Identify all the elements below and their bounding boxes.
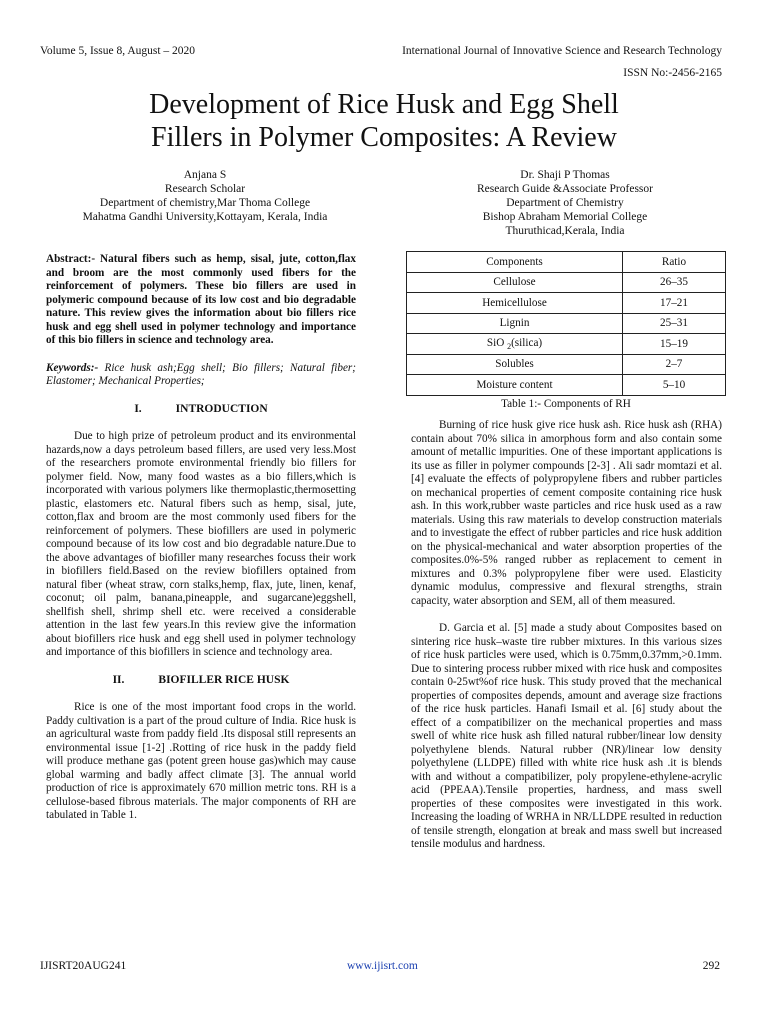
section-number: I.: [134, 402, 142, 415]
section-number: II.: [112, 673, 125, 686]
paper-title: [40, 88, 728, 154]
table-cell-component: Solubles: [407, 354, 623, 375]
rice-husk-paragraph: Rice is one of the most important food crops in the world. Paddy cultivation is a part of the proud culture of India. Rice husk is an agricultural waste from paddy field .Its disposal still represents an environmental issue [1-2] .Rotting of rice husk in the paddy field will produce methane gas (potent green house gas)which may cause global warming and badly affect climate [3]. The annual world production of rice is approximately 670 million metric tons. RH is a cellulose-based fibrous materials. The major components of RH are tabulated in Table 1.: [46, 701, 356, 821]
table-row: [407, 354, 726, 375]
formula-tail: (silica): [511, 336, 543, 349]
table-cell-component: Lignin: [407, 313, 623, 334]
right-column: [411, 419, 722, 852]
section-title: INTRODUCTION: [175, 402, 268, 415]
left-column: [46, 253, 356, 823]
keywords-text: Rice husk ash;Egg shell; Bio fillers; Natural fiber; Elastomer; Mechanical Properties;: [46, 361, 356, 387]
table-cell-ratio: 15–19: [623, 334, 726, 355]
table-cell-component: Hemicellulose: [407, 293, 623, 314]
section-heading-introduction: [46, 403, 356, 417]
author-block-1: [40, 168, 370, 224]
formula-main: SiO: [486, 336, 508, 349]
components-table: [406, 251, 726, 396]
author-institution: Bishop Abraham Memorial College: [482, 211, 648, 223]
author-department: Department of Chemistry: [506, 197, 624, 209]
table-cell-component: Cellulose: [407, 272, 623, 293]
page-number: 292: [702, 960, 720, 972]
table-cell-component: [407, 334, 623, 355]
keywords: [46, 362, 356, 389]
footer-paper-id: IJISRT20AUG241: [40, 960, 127, 972]
author-role: Research Guide &Associate Professor: [477, 183, 653, 195]
author-role: Research Scholar: [164, 183, 246, 195]
footer-website-link[interactable]: www.ijisrt.com: [347, 960, 418, 972]
table-row: [407, 272, 726, 293]
author-block-2: [400, 168, 730, 238]
abstract: Abstract:- Natural fibers such as hemp, sisal, jute, cotton,flax and broom are the most commonly used fibers for the reinforcement of polymers. These bio fillers are used in polymeric compound because of its low cost and bio degradable nature. This review gives the information about bio fillers rice husk and egg shell used in polymer technology and importance of this bio fillers in science and technology area.: [46, 253, 356, 346]
table-row: [407, 334, 726, 355]
volume-info: Volume 5, Issue 8, August – 2020: [40, 45, 196, 57]
author-department: Department of chemistry,Mar Thoma College: [99, 197, 311, 209]
table-row: [407, 313, 726, 334]
garcia-paragraph: D. Garcia et al. [5] made a study about Composites based on sintering rice husk–waste tire rubber mixtures. In this various sizes of rice husk particles were used, which is 0.75mm,0.37mm,>0.1mm. Due to sintering process rubber mixed with rice husk and composites contain 0-25wt%of rice husk. This study proved that the mechanical properties of composites depends, amount and average size fractions of the rice husk particles. Hanafi Ismail et al. [6] study about the effect of a compatibilizer on the mechanical properties and mass swell of white rice husk ash filled natural rubber/linear low density polyethylene blends. Natural rubber (NR)/linear low density polyethylene (LLDPE) filled with white rice husk ash .it is blends with and without a compatibilizer, poly propylene-ethylene-acrylic acid (PPEAA).Tensile properties, hardness, and mass swell properties of these composites were investigated in this work. Increasing the loading of WRHA in NR/LLDPE resulted in reduction of tensile strength, elongation at break and mass swell but increased tensile modulus and hardness.: [411, 622, 722, 850]
title-line-1: Development of Rice Husk and Egg Shell: [149, 89, 619, 120]
author-location: Thuruthicad,Kerala, India: [505, 225, 625, 237]
table-caption: Table 1:- Components of RH: [501, 398, 631, 410]
issn: ISSN No:-2456-2165: [623, 67, 722, 79]
section-title: BIOFILLER RICE HUSK: [158, 673, 290, 686]
table-cell-ratio: 5–10: [623, 375, 726, 396]
introduction-paragraph: Due to high prize of petroleum product and its environmental hazards,now a days petroleum based fillers, are used very less.Most of the researchers promote environmental friendly bio fillers for polymer field. Now, many food wastes as a bio fillers,which is incorporated with various polymers like thermoplastic,thermosetting plastic, elastomers etc. Natural fibers such as hemp, sisal, jute, cotton,flax and broom are the most commonly used fibers for the reinforcement of polymers. These biofillers are used in polymeric compound because of its low cost and bio degradable nature.Due to the above advantages of biofiller many researches focuss their work in biofillers field.Based on the review biofillers optained from natural fiber (wheat straw, corn stalks,hemp, flax, jute, linen, kenaf, coconut; oil palm, banana,pineapple, and sugarcane)eggshell, shellfish shell, shrimp shell etc. were received a considerable attention in the last few years.In this review give the information about biofillers rice husk and egg shell used in polymer technology and importance of this biofillers in science and technology area.: [46, 430, 356, 658]
title-line-2: Fillers in Polymer Composites: A Review: [151, 122, 617, 153]
table-cell-ratio: 25–31: [623, 313, 726, 334]
author-name: Anjana S: [183, 169, 227, 181]
rha-paragraph: Burning of rice husk give rice husk ash. Rice husk ash (RHA) contain about 70% silica in amorphous form and also contain some amount of metallic impurities. One of these important applications is its use as filler in polymer compounds [2-3] . Ali sadr momtazi et al. [4] evaluate the effects of polypropylene fibers and rubber particles on mechanical properties of cement composite containing rice husk ash. In this work,rubber waste particles and rice husk used as a raw materials. Using this raw materials to develop construction materials and to investigate the effect of rubber particles and rice husk addition on the physical-mechanical and water absorption properties of the composites.0%-5% ranged rubber as replacement to cement in mixtures and 0.3% polypropylene fiber were used. Elasticity dynamic modulus, compressive and flexural strengths, strain capacity, water absorption and SEM, all of them measured.: [411, 419, 722, 607]
table-cell-ratio: 2–7: [623, 354, 726, 375]
keywords-label: Keywords:-: [46, 361, 99, 374]
author-name: Dr. Shaji P Thomas: [520, 169, 610, 181]
section-heading-biofiller-rice-husk: [46, 674, 356, 688]
journal-name: International Journal of Innovative Science and Research Technology: [402, 45, 722, 57]
table-header-row: [407, 252, 726, 273]
table-header-cell: Components: [407, 252, 623, 273]
table-cell-ratio: 17–21: [623, 293, 726, 314]
table-cell-component: Moisture content: [407, 375, 623, 396]
formula-subscript: 2: [507, 341, 512, 351]
table-header-cell: Ratio: [623, 252, 726, 273]
table-row: [407, 375, 726, 396]
author-institution: Mahatma Gandhi University,Kottayam, Kerala, India: [82, 211, 328, 223]
table-cell-ratio: 26–35: [623, 272, 726, 293]
table-row: [407, 293, 726, 314]
